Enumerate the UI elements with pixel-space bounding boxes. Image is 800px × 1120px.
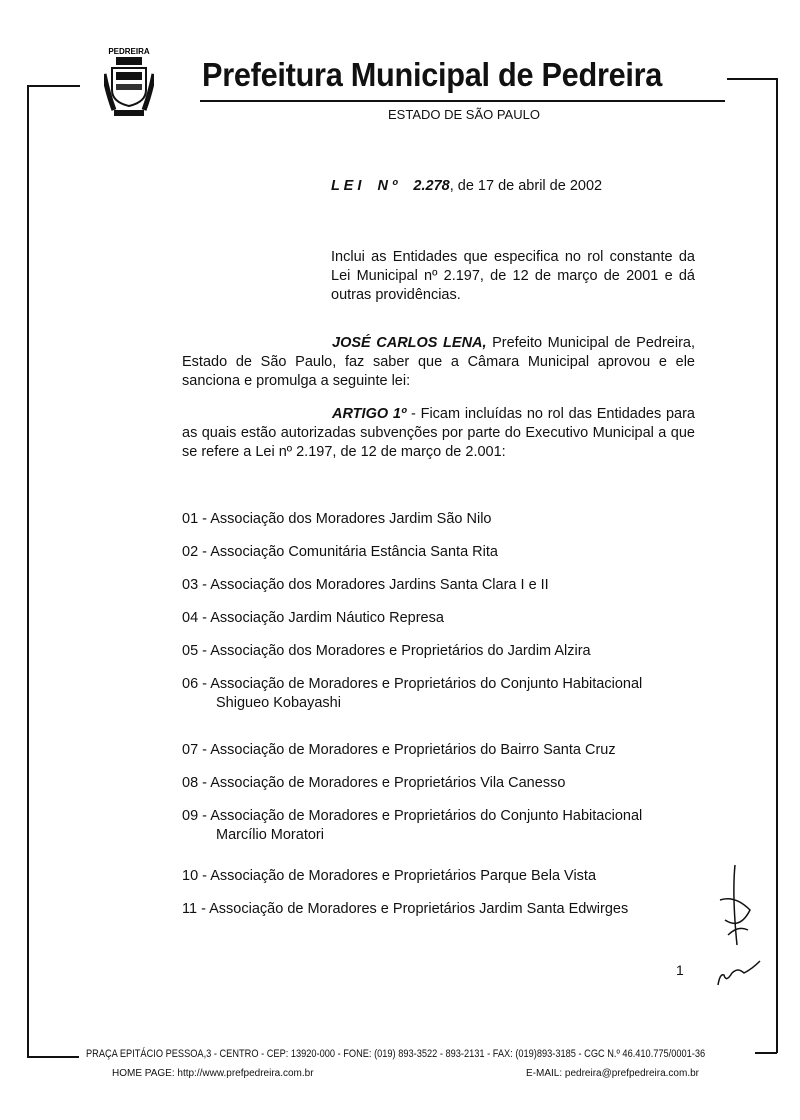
entity-name: 01 - Associação dos Moradores Jardim São Nilo <box>182 511 492 527</box>
header-title: Prefeitura Municipal de Pedreira <box>202 56 663 93</box>
law-date: , de 17 de abril de 2002 <box>449 178 603 194</box>
entity-name: 03 - Associação dos Moradores Jardins Santa Clara I e II <box>182 577 549 593</box>
entity-name: 06 - Associação de Moradores e Proprietários do Conjunto Habitacional <box>182 676 643 692</box>
article-text: - Ficam incluídas no rol das Entidades para as quais estão autorizadas subvenções por parte do Executivo Municipal a que se refere a Lei nº 2.197, de 12 de março de 2.001: <box>182 406 695 460</box>
footer-homepage[interactable]: HOME PAGE: http://www.prefpedreira.com.br <box>112 1068 314 1079</box>
signature <box>700 860 770 995</box>
entity-list-item <box>182 675 702 713</box>
law-prefix: L E I <box>331 178 362 194</box>
ementa: Inclui as Entidades que especifica no rol constante da Lei Municipal nº 2.197, de 12 de março de 2001 e dá outras providências. <box>331 249 695 303</box>
entity-name: 10 - Associação de Moradores e Proprietários Parque Bela Vista <box>182 868 597 884</box>
svg-text:PEDREIRA: PEDREIRA <box>108 47 150 56</box>
entity-list-item <box>182 900 702 919</box>
header-state: ESTADO DE SÃO PAULO <box>388 107 540 122</box>
entity-name: 07 - Associação de Moradores e Proprietários do Bairro Santa Cruz <box>182 742 616 758</box>
entity-name: 11 - Associação de Moradores e Proprietários Jardim Santa Edwirges <box>182 901 629 917</box>
entity-name: 02 - Associação Comunitária Estância Santa Rita <box>182 544 498 560</box>
entity-list-item <box>182 741 702 760</box>
law-number-label: N º <box>377 178 398 194</box>
frame-right-bottom <box>755 1052 777 1054</box>
entity-name: 04 - Associação Jardim Náutico Represa <box>182 610 444 626</box>
intro-paragraph <box>182 334 695 391</box>
entity-name: 05 - Associação dos Moradores e Proprietários do Jardim Alzira <box>182 643 591 659</box>
frame-left-top <box>28 85 80 87</box>
mayor-name: JOSÉ CARLOS LENA, <box>332 335 487 351</box>
article-label: ARTIGO 1º <box>332 406 407 422</box>
entity-name-continuation: Shigueo Kobayashi <box>216 695 341 711</box>
law-heading <box>331 178 602 194</box>
footer-email[interactable]: E-MAIL: pedreira@prefpedreira.com.br <box>526 1068 699 1079</box>
intro-text: Prefeito Municipal de Pedreira, Estado de São Paulo, faz saber que a Câmara Municipal aprovou e ele sanciona e promulga a seguinte lei: <box>182 335 695 389</box>
entity-list-item <box>182 807 702 845</box>
entity-list-item <box>182 576 702 595</box>
frame-right <box>776 78 778 1053</box>
entity-list-item <box>182 510 702 529</box>
entity-list-item <box>182 543 702 562</box>
entity-list-item <box>182 774 702 793</box>
frame-left <box>27 85 29 1057</box>
entity-name: 09 - Associação de Moradores e Proprietários do Conjunto Habitacional <box>182 808 643 824</box>
entity-list-item <box>182 609 702 628</box>
entity-name-continuation: Marcílio Moratori <box>216 827 324 843</box>
entity-list-item <box>182 867 702 886</box>
page-number: 1 <box>676 962 684 978</box>
frame-right-top <box>727 78 777 80</box>
entity-name: 08 - Associação de Moradores e Proprietários Vila Canesso <box>182 775 566 791</box>
footer-address: PRAÇA EPITÁCIO PESSOA,3 - CENTRO - CEP: 13920-000 - FONE: (019) 893-3522 - 893-2131 - FAX: (019)893-3185 - CGC N.º 46.410.775/0001-36 <box>86 1048 706 1060</box>
article-paragraph <box>182 405 695 462</box>
coat-of-arms-logo <box>104 44 154 124</box>
title-underline <box>200 100 725 102</box>
law-number: 2.278 <box>413 178 450 194</box>
entity-list-item <box>182 642 702 661</box>
frame-left-bottom <box>27 1056 79 1058</box>
